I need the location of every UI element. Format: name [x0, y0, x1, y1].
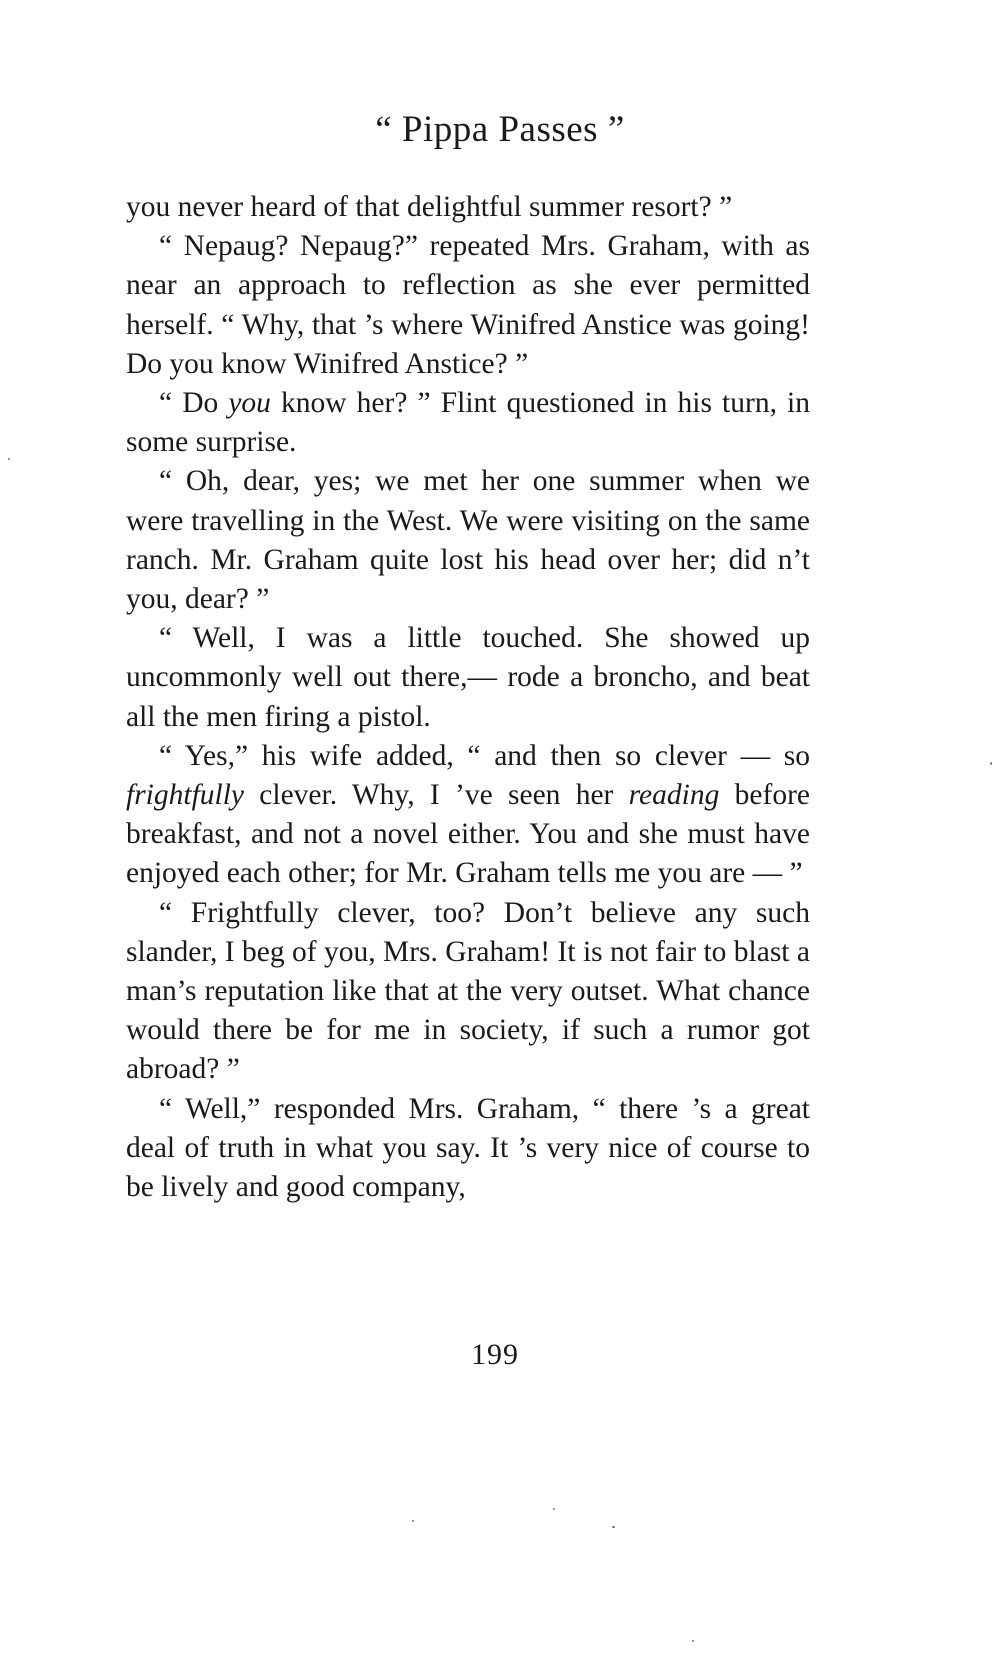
text-run: you never heard of that delightful summer resort? ” [126, 191, 733, 223]
paragraph [126, 737, 810, 894]
italic-text: frightfully [126, 779, 244, 812]
paragraph [126, 462, 810, 619]
text-run: clever. Why, I ’ve seen her [244, 779, 629, 812]
running-head: “ Pippa Passes ” [375, 109, 625, 150]
text-run: “ Well, I was a little touched. She showed up uncommonly well out there,— rode a broncho, and beat all the men firing a pistol. [126, 622, 810, 733]
body-text [126, 188, 810, 1207]
page-number: 199 [471, 1338, 519, 1371]
text-run: “ Frightfully clever, too? Don’t believe any such slander, I beg of you, Mrs. Graham! It is not fair to blast a man’s reputation like that at the very outset. What chance would there be for me in society, if such a rumor got abroad? ” [126, 896, 810, 1086]
text-run: “ Well,” responded Mrs. Graham, “ there ’s a great deal of truth in what you say. It ’s very nice of course to be lively and good company, [126, 1092, 810, 1204]
text-run: “ Do [159, 387, 229, 420]
text-run: “ Nepaug? Nepaug?” repeated Mrs. Graham, with as near an approach to reflection as she ever permitted herself. “ Why, that ’s where Winifred Anstice was going! Do you know Winifred Anstice? ” [126, 230, 810, 380]
scan-speck [8, 458, 10, 460]
text-run: before breakfast, and not a novel either. You and she must have enjoyed each other; for Mr. Graham tells me you are — ” [126, 779, 810, 890]
text-run: “ Oh, dear, yes; we met her one summer when we were travelling in the West. We were visiting on the same ranch. Mr. Graham quite lost his head over her; did n’t you, dear? ” [126, 465, 810, 616]
scan-speck [692, 1640, 694, 1642]
paragraph [126, 894, 810, 1090]
paragraph [126, 384, 810, 462]
text-run: know her? ” Flint questioned in his turn, in some surprise. [126, 387, 810, 459]
text-run: “ Yes,” his wife added, “ and then so clever — so [159, 739, 810, 772]
paragraph [126, 188, 810, 227]
scan-speck [553, 1508, 555, 1510]
scan-speck [612, 1526, 615, 1528]
scan-speck [412, 1520, 414, 1522]
paragraph [126, 619, 810, 737]
italic-text: you [228, 387, 271, 420]
scan-speck [990, 762, 992, 765]
paragraph [126, 227, 810, 384]
paragraph [126, 1090, 810, 1208]
italic-text: reading [628, 779, 720, 812]
